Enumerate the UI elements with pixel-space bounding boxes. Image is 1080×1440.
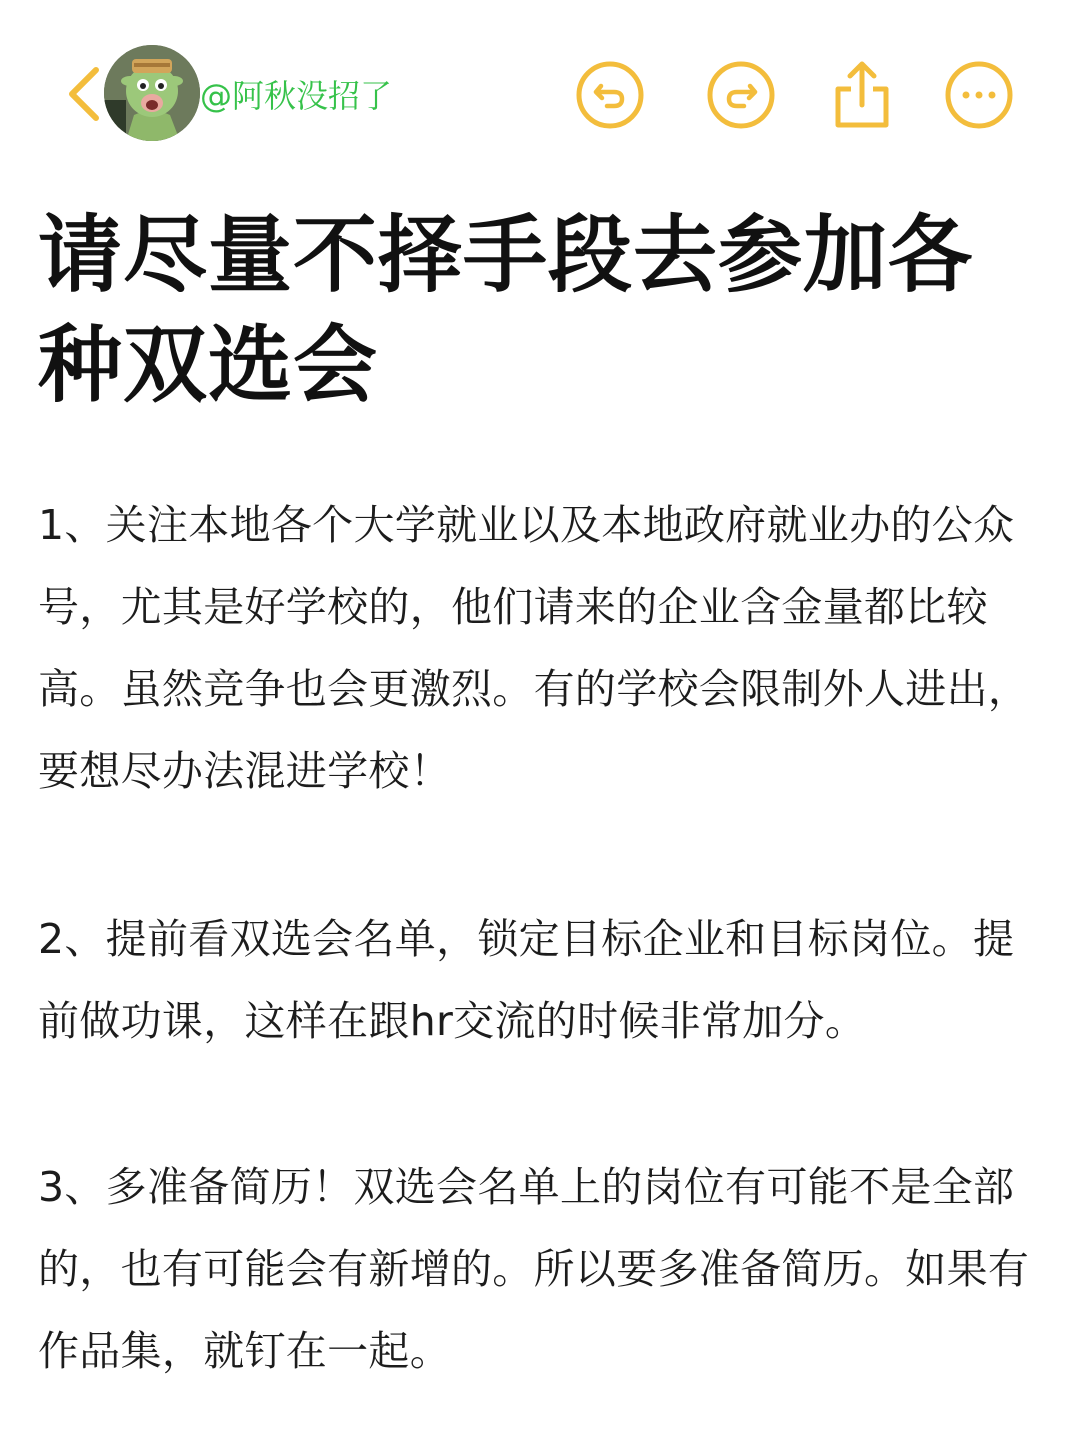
share-button[interactable] xyxy=(826,59,898,131)
more-icon xyxy=(943,59,1015,131)
redo-icon xyxy=(705,59,777,131)
undo-button[interactable] xyxy=(574,59,646,131)
paragraph-2: 2、提前看双选会名单，锁定目标企业和目标岗位。提前做功课，这样在跟hr交流的时候非常加分。 xyxy=(38,915,1015,1045)
share-icon xyxy=(826,59,898,131)
avatar-image xyxy=(104,45,200,141)
redo-button[interactable] xyxy=(705,59,777,131)
undo-icon xyxy=(574,59,646,131)
back-button[interactable] xyxy=(60,62,110,126)
more-button[interactable] xyxy=(943,59,1015,131)
username[interactable]: @阿秋没招了 xyxy=(200,77,393,115)
chevron-left-icon xyxy=(60,62,110,126)
paragraph-3: 3、多准备简历！双选会名单上的岗位有可能不是全部的，也有可能会有新增的。所以要多准备简历。如果有作品集，就钉在一起。 xyxy=(38,1163,1030,1375)
top-bar xyxy=(0,0,1080,190)
paragraph-1: 1、关注本地各个大学就业以及本地政府就业办的公众号，尤其是好学校的，他们请来的企业含金量都比较高。虽然竞争也会更激烈。有的学校会限制外人进出，要想尽办法混进学校！ xyxy=(38,501,1030,795)
article-title: 请尽量不择手段去参加各种双选会 xyxy=(38,206,974,414)
avatar[interactable] xyxy=(104,45,200,141)
